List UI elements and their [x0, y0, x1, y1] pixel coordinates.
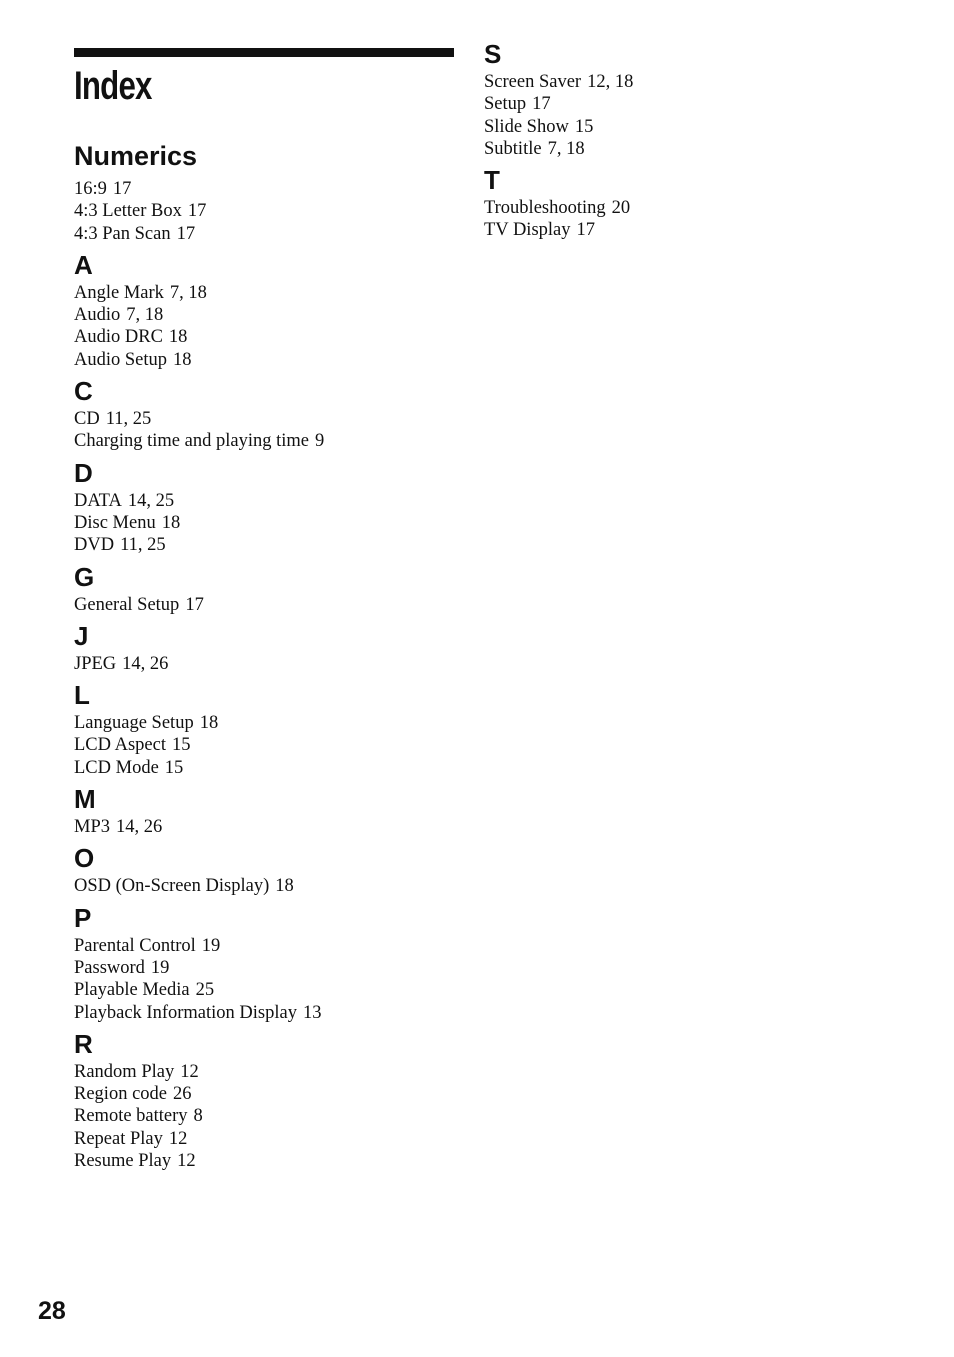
entry-pages: 17: [176, 223, 196, 244]
entry-term: Playback Information Display: [74, 1002, 297, 1023]
index-section: [74, 901, 474, 1024]
index-column-left: [74, 134, 474, 1172]
entry-pages: 18: [173, 349, 192, 370]
entry-pages: 12: [168, 1128, 188, 1149]
index-section: [74, 1027, 474, 1172]
index-entry: [74, 326, 474, 348]
entry-term: Screen Saver: [484, 72, 582, 92]
entry-pages: 7, 18: [169, 282, 207, 303]
entry-pages: 19: [201, 935, 221, 956]
entry-pages: 9: [314, 431, 325, 452]
index-entry: [74, 223, 474, 245]
entry-term: Audio: [74, 305, 121, 326]
index-section: [74, 841, 474, 897]
page-number: 28: [38, 1297, 66, 1325]
entry-pages: 25: [195, 980, 215, 1001]
index-entry: [74, 1083, 474, 1105]
entry-term: Resume Play: [74, 1151, 172, 1172]
entry-term: Random Play: [74, 1061, 175, 1082]
entry-term: 4:3 Pan Scan: [74, 223, 171, 244]
section-heading: M: [74, 784, 96, 815]
index-entry: [74, 430, 474, 452]
index-entry: [74, 1105, 474, 1127]
section-heading: T: [484, 165, 500, 196]
entry-pages: 11, 25: [120, 535, 166, 556]
index-section: [74, 134, 474, 245]
entry-term: Subtitle: [484, 138, 542, 159]
entry-term: LCD Mode: [74, 757, 159, 778]
entry-pages: 13: [302, 1002, 322, 1023]
index-entry: [74, 957, 474, 979]
entry-term: DVD: [74, 535, 115, 556]
index-entry: [74, 1002, 474, 1024]
entry-term: Setup: [484, 94, 527, 115]
index-entry: [74, 349, 474, 371]
entry-term: General Setup: [74, 594, 180, 615]
entry-term: MP3: [74, 817, 110, 838]
section-heading: L: [74, 680, 90, 711]
entry-term: Slide Show: [484, 116, 569, 137]
index-entry: [74, 816, 474, 838]
entry-term: 4:3 Letter Box: [74, 201, 182, 222]
entry-pages: 7, 18: [547, 138, 585, 159]
section-heading: C: [74, 376, 93, 407]
index-entry: [484, 93, 884, 115]
entry-pages: 18: [199, 713, 219, 734]
index-entry: [484, 219, 884, 241]
index-section: [74, 560, 474, 616]
entry-term: Language Setup: [74, 713, 194, 734]
index-entry: [74, 534, 474, 556]
entry-term: Parental Control: [74, 935, 196, 956]
index-entry: [74, 408, 474, 430]
index-entry: [74, 1150, 474, 1172]
entry-pages: 11, 25: [105, 409, 152, 430]
entry-term: OSD (On-Screen Display): [74, 876, 270, 897]
index-entry: [74, 490, 474, 512]
section-heading: O: [74, 843, 95, 874]
index-entry: [74, 282, 474, 304]
entry-pages: 26: [173, 1084, 192, 1105]
entry-term: Angle Mark: [74, 282, 164, 303]
entry-term: 16:9: [74, 179, 107, 199]
entry-term: JPEG: [74, 653, 117, 674]
index-column-right: [484, 37, 884, 242]
index-section: [74, 782, 474, 838]
title-rule: [74, 48, 454, 57]
entry-pages: 18: [168, 327, 188, 348]
entry-pages: 14, 26: [116, 817, 163, 838]
index-entry: [74, 1061, 474, 1083]
index-entry: [484, 71, 884, 93]
entry-term: LCD Aspect: [74, 735, 166, 756]
entry-pages: 12, 18: [587, 72, 634, 92]
entry-term: Playable Media: [74, 980, 190, 1001]
index-entry: [74, 594, 474, 616]
entry-pages: 17: [187, 201, 207, 222]
entry-pages: 20: [611, 198, 631, 219]
index-section: [74, 248, 474, 371]
entry-pages: 18: [275, 876, 294, 897]
entry-pages: 14, 26: [122, 653, 169, 674]
index-section: [74, 374, 474, 453]
entry-pages: 17: [576, 220, 596, 241]
entry-term: Audio DRC: [74, 327, 163, 348]
index-entry: [484, 116, 884, 138]
index-entry: [74, 734, 474, 756]
entry-pages: 18: [161, 512, 181, 533]
section-heading: Numerics: [74, 141, 198, 171]
index-entry: [74, 653, 474, 675]
entry-pages: 17: [532, 94, 551, 115]
entry-term: Troubleshooting: [484, 198, 606, 219]
section-heading: R: [74, 1028, 93, 1059]
index-entry: [74, 712, 474, 734]
section-heading: G: [74, 561, 95, 592]
section-heading: A: [74, 249, 93, 280]
index-section: [484, 163, 884, 242]
index-entry: [74, 512, 474, 534]
index-section: [484, 37, 884, 160]
entry-term: Charging time and playing time: [74, 431, 309, 452]
entry-term: Remote battery: [74, 1106, 188, 1127]
entry-pages: 15: [164, 757, 184, 778]
entry-term: Password: [74, 957, 145, 978]
index-entry: [74, 979, 474, 1001]
section-heading: P: [74, 902, 92, 933]
entry-pages: 15: [574, 116, 594, 137]
entry-pages: 17: [112, 179, 132, 199]
entry-pages: 17: [185, 594, 204, 615]
section-heading: S: [484, 39, 502, 69]
index-entry: [74, 200, 474, 222]
index-entry: [74, 935, 474, 957]
entry-term: Repeat Play: [74, 1128, 163, 1149]
entry-term: Region code: [74, 1084, 167, 1105]
index-entry: [74, 304, 474, 326]
index-entry: [74, 757, 474, 779]
entry-term: CD: [74, 409, 100, 430]
index-entry: [74, 178, 474, 200]
entry-pages: 14, 25: [127, 490, 175, 511]
entry-term: Disc Menu: [74, 512, 156, 533]
index-section: [74, 619, 474, 675]
entry-pages: 12: [180, 1061, 199, 1082]
entry-pages: 19: [150, 957, 170, 978]
entry-pages: 15: [171, 735, 191, 756]
entry-term: DATA: [74, 490, 122, 511]
page-title: Index: [74, 64, 152, 108]
entry-pages: 8: [193, 1106, 203, 1127]
index-entry: [484, 197, 884, 219]
entry-pages: 12: [177, 1151, 196, 1172]
index-entry: [74, 875, 474, 897]
section-heading: D: [74, 457, 93, 488]
index-section: [74, 678, 474, 779]
index-entry: [484, 138, 884, 160]
section-heading: J: [74, 620, 89, 651]
index-entry: [74, 1128, 474, 1150]
entry-term: Audio Setup: [74, 349, 168, 370]
entry-pages: 7, 18: [126, 305, 164, 326]
index-section: [74, 456, 474, 557]
entry-term: TV Display: [484, 220, 571, 241]
